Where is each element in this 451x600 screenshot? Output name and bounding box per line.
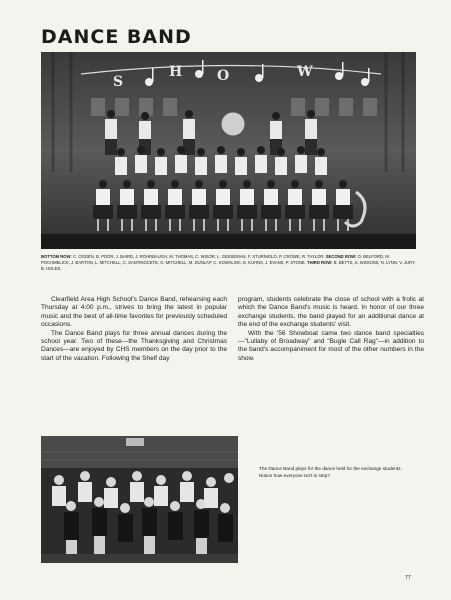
article-paragraph-2: The Dance Band plays for three annual dances during the school year. Two of these—the Thanksgiving and Christmas Dances—are enjoyed by CHS members on the day prior to the start of the vacation. Following the Shelf day <box>41 329 227 362</box>
backdrop-letter-s: S <box>113 74 124 90</box>
band-photo-illustration <box>41 52 416 249</box>
dance-band-group-photo <box>41 52 416 249</box>
page-number: 77 <box>404 575 411 581</box>
caption-third-row-names: B. BETTS, S. WIGGINS, N. LYNN, V. JURY, B. HOLES. <box>41 260 416 272</box>
backdrop-letter-h: H <box>169 64 183 80</box>
article-paragraph-3: program, students celebrate the close of school with a frolic at which the Dance Band's music is heard. In honor of our three exchange students, the band played for an additional dance at the end of the exchange students' visit. <box>238 296 424 329</box>
article-paragraph-1: Clearfield Area High School's Dance Band, rehearsing each Thursday at 4:00 p.m., strives to bring the latest in popular music and the best of all-time favorites for previously scheduled occasions. <box>41 296 227 329</box>
caption-bottom-row-label: BOTTOM ROW: <box>41 254 72 259</box>
dance-photo-illustration <box>41 436 238 563</box>
dance-floor-photo <box>41 436 238 563</box>
article-paragraph-4: With the '56 Showboat came two dance band specialties—"Lullaby of Broadway" and "Bugle Call Rag"—in addition to the band's accompaniment for most of the other numbers in the show. <box>238 329 424 362</box>
backdrop-letter-o: O <box>217 68 230 84</box>
photo-caption <box>41 254 419 273</box>
article-column-right <box>238 296 424 363</box>
caption-second-row-label: SECOND ROW: <box>325 254 357 259</box>
page-title: DANCE BAND <box>41 26 192 48</box>
backdrop-letter-w: W <box>297 64 313 80</box>
caption-second-row-names: O. BELFORD, M. POCHMELICK, J. BARTON, L. MITCHELL, C. SANTINOCETE, G. MITCHELL, M. DUNLAP, C. KOWALSKI, D. KUHNS, J. EVANS, P. STONE. <box>41 254 390 266</box>
caption-bottom-row-names: C. OGDEN, B. POOR, J. BAIRD, J. ROHRBAUGH, M. THOMAS, C. WISOR, L. GEESEMAN, F. STURNIOLO, P. CROWE, R. TAYLOR. <box>72 254 325 259</box>
article-column-left <box>41 296 227 363</box>
dance-photo-caption: The Dance Band plays for the dance held for the exchange students. Notice how everyone isn't in step? <box>259 466 402 478</box>
caption-third-row-label: THIRD ROW: <box>307 260 333 266</box>
